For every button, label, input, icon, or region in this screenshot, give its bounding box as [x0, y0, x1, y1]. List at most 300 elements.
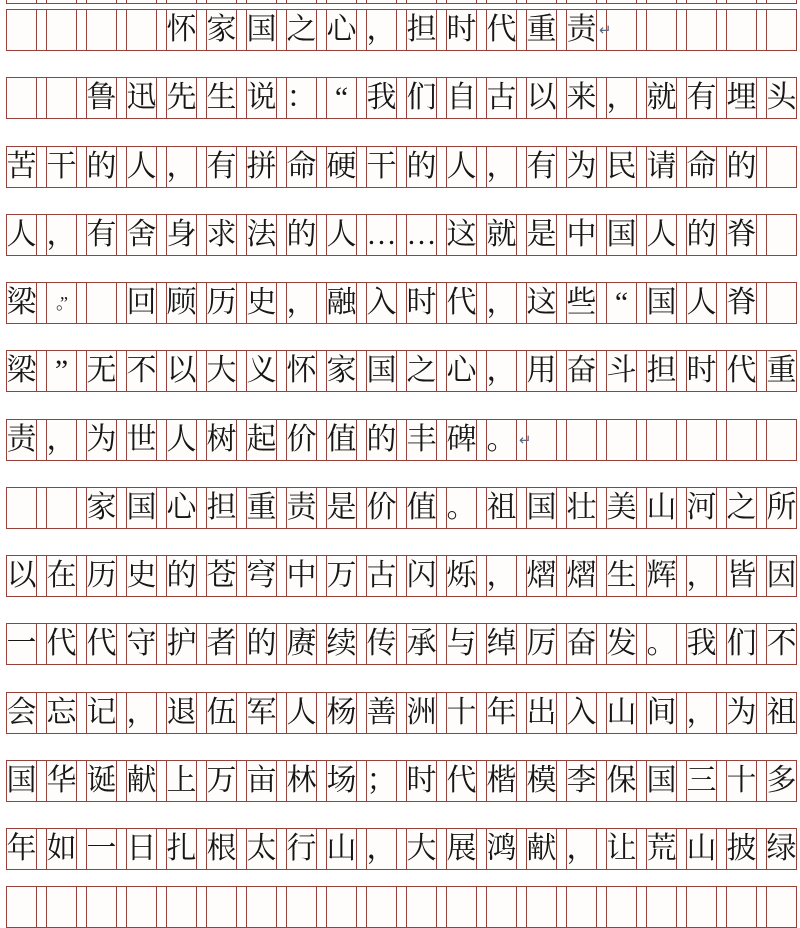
char-cell[interactable]: ， — [486, 351, 517, 391]
empty-cell[interactable] — [86, 10, 117, 50]
char-cell[interactable]: 史 — [126, 556, 157, 596]
char-cell[interactable]: 人 — [446, 147, 477, 187]
empty-cell[interactable] — [686, 0, 717, 3]
empty-cell[interactable] — [406, 887, 437, 927]
char-cell[interactable]: 山 — [646, 488, 677, 528]
char-cell[interactable]: ， — [486, 283, 517, 323]
char-cell[interactable]: ， — [286, 283, 317, 323]
char-cell[interactable]: 善 — [366, 693, 397, 733]
char-cell[interactable]: 义 — [246, 351, 277, 391]
char-cell[interactable]: 国 — [126, 488, 157, 528]
char-cell[interactable]: 埋 — [726, 78, 757, 118]
char-cell[interactable]: 法 — [246, 215, 277, 255]
char-cell[interactable]: 上 — [166, 761, 197, 801]
char-cell[interactable]: ， — [606, 78, 637, 118]
empty-cell[interactable] — [6, 488, 37, 528]
char-cell[interactable]: 日 — [126, 829, 157, 869]
empty-cell[interactable] — [206, 887, 237, 927]
char-cell[interactable]: 人 — [126, 147, 157, 187]
char-cell[interactable]: 烁 — [446, 556, 477, 596]
char-cell[interactable]: 民 — [606, 147, 637, 187]
empty-cell[interactable] — [726, 887, 757, 927]
char-cell[interactable]: 荒 — [646, 829, 677, 869]
char-cell[interactable]: 苦 — [6, 147, 37, 187]
empty-cell[interactable] — [86, 283, 117, 323]
char-cell[interactable]: 太 — [246, 829, 277, 869]
char-cell[interactable]: 根 — [206, 829, 237, 869]
char-cell[interactable]: 绰 — [486, 624, 517, 664]
char-cell[interactable]: 国 — [246, 10, 277, 50]
char-cell[interactable]: 因 — [766, 556, 797, 596]
char-cell[interactable]: 时 — [446, 10, 477, 50]
char-cell[interactable]: 代 — [46, 624, 77, 664]
char-cell[interactable]: 年 — [6, 829, 37, 869]
char-cell[interactable]: 扎 — [166, 829, 197, 869]
empty-cell[interactable] — [566, 420, 597, 460]
char-cell[interactable]: 我 — [366, 78, 397, 118]
char-cell[interactable]: 国 — [526, 488, 557, 528]
char-cell[interactable]: 熠 — [566, 556, 597, 596]
char-cell[interactable]: ， — [686, 693, 717, 733]
char-cell[interactable]: 十 — [446, 693, 477, 733]
char-cell[interactable]: 有 — [206, 147, 237, 187]
char-cell[interactable]: ， — [46, 420, 77, 460]
empty-cell[interactable] — [766, 0, 797, 3]
char-cell[interactable]: 承 — [406, 624, 437, 664]
char-cell[interactable]: 国 — [646, 283, 677, 323]
char-cell[interactable]: 就 — [646, 78, 677, 118]
char-cell[interactable]: 。 — [646, 624, 677, 664]
char-cell[interactable]: 不 — [126, 351, 157, 391]
char-cell[interactable]: 山 — [686, 829, 717, 869]
empty-cell[interactable] — [726, 420, 757, 460]
char-cell[interactable]: 以 — [166, 351, 197, 391]
char-cell[interactable]: 求 — [206, 215, 237, 255]
char-cell[interactable]: 三 — [686, 761, 717, 801]
char-cell[interactable]: 之 — [406, 351, 437, 391]
char-cell[interactable]: 价 — [286, 420, 317, 460]
char-cell[interactable]: “ — [326, 78, 357, 118]
char-cell[interactable]: 脊 — [726, 215, 757, 255]
char-cell[interactable]: … — [406, 215, 437, 255]
empty-cell[interactable] — [86, 0, 117, 3]
char-cell[interactable]: 出 — [526, 693, 557, 733]
char-cell[interactable]: 为 — [86, 420, 117, 460]
empty-cell[interactable] — [686, 887, 717, 927]
empty-cell[interactable] — [766, 420, 797, 460]
char-cell[interactable]: 重 — [246, 488, 277, 528]
empty-cell[interactable] — [46, 0, 77, 3]
char-cell[interactable]: 身 — [166, 215, 197, 255]
empty-cell[interactable] — [446, 0, 477, 3]
char-cell[interactable]: 家 — [206, 10, 237, 50]
empty-cell[interactable] — [566, 887, 597, 927]
char-cell[interactable]: 河 — [686, 488, 717, 528]
char-cell[interactable]: 生 — [606, 556, 637, 596]
char-cell[interactable]: 代 — [486, 10, 517, 50]
char-cell[interactable]: 万 — [326, 556, 357, 596]
char-cell[interactable]: 绿 — [766, 829, 797, 869]
char-cell[interactable]: 入 — [366, 283, 397, 323]
char-cell[interactable]: 命 — [286, 147, 317, 187]
empty-cell[interactable] — [406, 0, 437, 3]
char-cell[interactable]: 献 — [126, 761, 157, 801]
char-cell[interactable]: 代 — [86, 624, 117, 664]
char-cell[interactable]: 融 — [326, 283, 357, 323]
char-cell[interactable]: 披 — [726, 829, 757, 869]
char-cell[interactable]: 怀 — [166, 10, 197, 50]
char-cell[interactable]: 梁 — [6, 283, 37, 323]
char-cell[interactable]: 请 — [646, 147, 677, 187]
empty-cell[interactable] — [606, 420, 637, 460]
char-cell[interactable]: 。” — [46, 283, 77, 323]
char-cell[interactable]: 辉 — [646, 556, 677, 596]
char-cell[interactable]: 用 — [526, 351, 557, 391]
empty-cell[interactable] — [6, 10, 37, 50]
empty-cell[interactable] — [246, 887, 277, 927]
char-cell[interactable]: 年 — [486, 693, 517, 733]
char-cell[interactable]: 国 — [6, 761, 37, 801]
char-cell[interactable]: 楷 — [486, 761, 517, 801]
char-cell[interactable]: 拼 — [246, 147, 277, 187]
char-cell[interactable]: ， — [126, 693, 157, 733]
char-cell[interactable]: 间 — [646, 693, 677, 733]
empty-cell[interactable] — [126, 10, 157, 50]
empty-cell[interactable] — [366, 887, 397, 927]
empty-cell[interactable] — [766, 215, 797, 255]
char-cell[interactable]: 祖 — [766, 693, 797, 733]
char-cell[interactable]: 代 — [726, 351, 757, 391]
char-cell[interactable]: 者 — [206, 624, 237, 664]
char-cell[interactable]: 些 — [566, 283, 597, 323]
char-cell[interactable]: 是 — [326, 488, 357, 528]
char-cell[interactable]: 舍 — [126, 215, 157, 255]
char-cell[interactable]: 一 — [86, 829, 117, 869]
char-cell[interactable]: 行 — [286, 829, 317, 869]
char-cell[interactable]: 古 — [366, 556, 397, 596]
char-cell[interactable]: 闪 — [406, 556, 437, 596]
empty-cell[interactable] — [126, 887, 157, 927]
char-cell[interactable]: 以 — [6, 556, 37, 596]
char-cell[interactable]: 家 — [326, 351, 357, 391]
char-cell[interactable]: 退 — [166, 693, 197, 733]
char-cell[interactable]: 苍 — [206, 556, 237, 596]
char-cell[interactable]: 记 — [86, 693, 117, 733]
char-cell[interactable]: 中 — [286, 556, 317, 596]
char-cell[interactable]: 。 — [486, 420, 517, 460]
char-cell[interactable]: 脊 — [726, 283, 757, 323]
char-cell[interactable]: 心 — [326, 10, 357, 50]
char-cell[interactable]: 们 — [726, 624, 757, 664]
char-cell[interactable]: 国 — [366, 351, 397, 391]
char-cell[interactable]: 担 — [206, 488, 237, 528]
char-cell[interactable]: 所 — [766, 488, 797, 528]
char-cell[interactable]: 迅 — [126, 78, 157, 118]
char-cell[interactable]: 不 — [766, 624, 797, 664]
char-cell[interactable]: ； — [366, 761, 397, 801]
char-cell[interactable]: 中 — [566, 215, 597, 255]
char-cell[interactable]: 时 — [406, 283, 437, 323]
empty-cell[interactable] — [526, 887, 557, 927]
char-cell[interactable]: 说 — [246, 78, 277, 118]
char-cell[interactable]: 人 — [646, 215, 677, 255]
char-cell[interactable]: 场 — [326, 761, 357, 801]
char-cell[interactable]: 让 — [606, 829, 637, 869]
char-cell[interactable]: 的 — [166, 556, 197, 596]
empty-cell[interactable] — [246, 0, 277, 3]
char-cell[interactable]: 干 — [366, 147, 397, 187]
char-cell[interactable]: 这 — [446, 215, 477, 255]
char-cell[interactable]: 重 — [526, 10, 557, 50]
empty-cell[interactable] — [606, 887, 637, 927]
char-cell[interactable]: 如 — [46, 829, 77, 869]
char-cell[interactable]: 顾 — [166, 283, 197, 323]
empty-cell[interactable] — [6, 78, 37, 118]
char-cell[interactable]: 亩 — [246, 761, 277, 801]
char-cell[interactable]: 斗 — [606, 351, 637, 391]
char-cell[interactable]: ， — [486, 147, 517, 187]
char-cell[interactable]: 历 — [86, 556, 117, 596]
empty-cell[interactable] — [566, 0, 597, 3]
char-cell[interactable]: 的 — [366, 420, 397, 460]
char-cell[interactable]: 干 — [46, 147, 77, 187]
empty-cell[interactable] — [766, 10, 797, 50]
empty-cell[interactable] — [46, 78, 77, 118]
char-cell[interactable]: 为 — [566, 147, 597, 187]
char-cell[interactable]: 有 — [686, 78, 717, 118]
char-cell[interactable]: 赓 — [286, 624, 317, 664]
char-cell[interactable]: 奋 — [566, 351, 597, 391]
char-cell[interactable]: “ — [606, 283, 637, 323]
char-cell[interactable]: 山 — [326, 829, 357, 869]
empty-cell[interactable] — [686, 420, 717, 460]
char-cell[interactable]: 之 — [726, 488, 757, 528]
empty-cell[interactable] — [726, 10, 757, 50]
char-cell[interactable]: 林 — [286, 761, 317, 801]
empty-cell[interactable] — [646, 10, 677, 50]
char-cell[interactable]: 保 — [606, 761, 637, 801]
char-cell[interactable]: 梁 — [6, 351, 37, 391]
empty-cell[interactable] — [486, 0, 517, 3]
char-cell[interactable]: 起 — [246, 420, 277, 460]
char-cell[interactable]: 军 — [246, 693, 277, 733]
char-cell[interactable]: 我 — [686, 624, 717, 664]
grid-row-3 — [6, 146, 797, 188]
char-cell[interactable]: 来 — [566, 78, 597, 118]
char-cell[interactable]: 发 — [606, 624, 637, 664]
empty-cell[interactable] — [606, 0, 637, 3]
char-cell[interactable]: 鲁 — [86, 78, 117, 118]
char-cell[interactable]: 万 — [206, 761, 237, 801]
empty-cell[interactable] — [326, 0, 357, 3]
empty-cell[interactable] — [46, 488, 77, 528]
empty-cell[interactable] — [86, 887, 117, 927]
empty-cell[interactable] — [766, 887, 797, 927]
char-cell[interactable]: 时 — [686, 351, 717, 391]
char-cell[interactable]: 献 — [526, 829, 557, 869]
empty-cell[interactable] — [726, 0, 757, 3]
char-cell[interactable]: 责 — [566, 10, 597, 50]
empty-cell[interactable] — [646, 0, 677, 3]
char-cell[interactable]: 家 — [86, 488, 117, 528]
char-cell[interactable]: 以 — [526, 78, 557, 118]
char-cell[interactable]: 史 — [246, 283, 277, 323]
char-cell[interactable]: 穹 — [246, 556, 277, 596]
char-cell[interactable]: 生 — [206, 78, 237, 118]
char-cell[interactable]: 代 — [446, 283, 477, 323]
char-cell[interactable]: 壮 — [566, 488, 597, 528]
char-cell[interactable]: 皆 — [726, 556, 757, 596]
char-cell[interactable]: 在 — [46, 556, 77, 596]
empty-cell[interactable] — [46, 887, 77, 927]
char-cell[interactable]: 人 — [286, 693, 317, 733]
char-cell[interactable]: 代 — [446, 761, 477, 801]
char-cell[interactable]: 祖 — [486, 488, 517, 528]
char-cell[interactable]: … — [366, 215, 397, 255]
char-cell[interactable]: 的 — [726, 147, 757, 187]
char-cell[interactable]: 国 — [606, 215, 637, 255]
char-cell[interactable]: 华 — [46, 761, 77, 801]
empty-cell[interactable] — [126, 0, 157, 3]
char-cell[interactable]: 会 — [6, 693, 37, 733]
char-cell[interactable]: 模 — [526, 761, 557, 801]
char-cell[interactable]: 时 — [406, 761, 437, 801]
char-cell[interactable]: 与 — [446, 624, 477, 664]
char-cell[interactable]: 大 — [406, 829, 437, 869]
char-cell[interactable]: 的 — [86, 147, 117, 187]
char-cell[interactable]: 们 — [406, 78, 437, 118]
char-cell[interactable]: 十 — [726, 761, 757, 801]
char-cell[interactable]: 责 — [6, 420, 37, 460]
empty-cell[interactable] — [446, 887, 477, 927]
empty-cell[interactable] — [646, 420, 677, 460]
char-cell[interactable]: 杨 — [326, 693, 357, 733]
char-cell[interactable]: ： — [286, 78, 317, 118]
char-cell[interactable]: 的 — [406, 147, 437, 187]
char-cell[interactable]: 人 — [6, 215, 37, 255]
empty-cell[interactable] — [526, 0, 557, 3]
empty-cell[interactable] — [286, 887, 317, 927]
char-cell[interactable]: 传 — [366, 624, 397, 664]
char-cell[interactable]: 山 — [606, 693, 637, 733]
char-cell[interactable]: 丰 — [406, 420, 437, 460]
char-cell[interactable]: 国 — [646, 761, 677, 801]
char-cell[interactable]: 的 — [246, 624, 277, 664]
char-cell[interactable]: 一 — [6, 624, 37, 664]
char-cell[interactable]: 人 — [686, 283, 717, 323]
char-cell[interactable]: 入 — [566, 693, 597, 733]
char-cell[interactable]: 硬 — [326, 147, 357, 187]
grid-row-10 — [6, 623, 797, 665]
char-cell[interactable]: 李 — [566, 761, 597, 801]
char-cell[interactable]: 心 — [446, 351, 477, 391]
char-cell[interactable]: 命 — [686, 147, 717, 187]
empty-cell[interactable] — [766, 283, 797, 323]
char-cell[interactable]: 值 — [406, 488, 437, 528]
char-cell[interactable]: 回 — [126, 283, 157, 323]
char-cell[interactable]: 自 — [446, 78, 477, 118]
char-cell[interactable]: 有 — [526, 147, 557, 187]
empty-cell[interactable] — [206, 0, 237, 3]
char-cell[interactable]: 怀 — [286, 351, 317, 391]
char-cell[interactable]: 护 — [166, 624, 197, 664]
char-cell[interactable]: 奋 — [566, 624, 597, 664]
char-cell[interactable]: 鸿 — [486, 829, 517, 869]
char-cell[interactable]: 美 — [606, 488, 637, 528]
char-cell[interactable]: ， — [366, 10, 397, 50]
char-cell[interactable]: 这 — [526, 283, 557, 323]
empty-cell[interactable] — [686, 10, 717, 50]
char-cell[interactable]: 大 — [206, 351, 237, 391]
char-cell[interactable]: 展 — [446, 829, 477, 869]
char-cell[interactable]: 诞 — [86, 761, 117, 801]
empty-cell[interactable] — [366, 0, 397, 3]
char-cell[interactable]: 古 — [486, 78, 517, 118]
char-cell[interactable]: 洲 — [406, 693, 437, 733]
char-cell[interactable]: 先 — [166, 78, 197, 118]
char-cell[interactable]: 伍 — [206, 693, 237, 733]
char-cell[interactable]: ， — [486, 556, 517, 596]
empty-cell[interactable] — [766, 147, 797, 187]
char-cell[interactable]: ， — [366, 829, 397, 869]
char-cell[interactable]: 是 — [526, 215, 557, 255]
char-cell[interactable]: 心 — [166, 488, 197, 528]
char-cell[interactable]: ， — [166, 147, 197, 187]
char-cell[interactable]: 人 — [326, 215, 357, 255]
char-cell[interactable]: 厉 — [526, 624, 557, 664]
empty-cell[interactable] — [166, 0, 197, 3]
char-cell[interactable]: 碑 — [446, 420, 477, 460]
empty-cell[interactable] — [326, 887, 357, 927]
char-cell[interactable]: 之 — [286, 10, 317, 50]
char-cell[interactable]: 历 — [206, 283, 237, 323]
char-cell[interactable]: 责 — [286, 488, 317, 528]
char-cell[interactable]: 担 — [646, 351, 677, 391]
char-cell[interactable]: 重 — [766, 351, 797, 391]
char-cell[interactable]: ， — [46, 215, 77, 255]
char-cell[interactable]: ” — [46, 351, 77, 391]
char-cell[interactable]: 有 — [86, 215, 117, 255]
char-cell[interactable]: 就 — [486, 215, 517, 255]
char-cell[interactable]: 为 — [726, 693, 757, 733]
empty-cell[interactable] — [166, 887, 197, 927]
char-cell[interactable]: 续 — [326, 624, 357, 664]
empty-cell[interactable] — [646, 887, 677, 927]
char-cell[interactable]: 熠 — [526, 556, 557, 596]
char-cell[interactable]: 价 — [366, 488, 397, 528]
empty-cell[interactable] — [486, 887, 517, 927]
char-cell[interactable]: 的 — [286, 215, 317, 255]
char-cell[interactable]: 守 — [126, 624, 157, 664]
empty-cell[interactable] — [46, 10, 77, 50]
char-cell[interactable]: 的 — [686, 215, 717, 255]
char-cell[interactable]: ， — [566, 829, 597, 869]
char-cell[interactable]: 树 — [206, 420, 237, 460]
char-cell[interactable]: 。 — [446, 488, 477, 528]
char-cell[interactable]: 多 — [766, 761, 797, 801]
empty-cell[interactable] — [6, 0, 37, 3]
char-cell[interactable]: 担 — [406, 10, 437, 50]
char-cell[interactable]: 世 — [126, 420, 157, 460]
empty-cell[interactable] — [286, 0, 317, 3]
char-cell[interactable]: 值 — [326, 420, 357, 460]
char-cell[interactable]: 人 — [166, 420, 197, 460]
char-cell[interactable]: ， — [686, 556, 717, 596]
empty-cell[interactable] — [6, 887, 37, 927]
char-cell[interactable]: 无 — [86, 351, 117, 391]
char-cell[interactable]: 头 — [766, 78, 797, 118]
char-cell[interactable]: 忘 — [46, 693, 77, 733]
